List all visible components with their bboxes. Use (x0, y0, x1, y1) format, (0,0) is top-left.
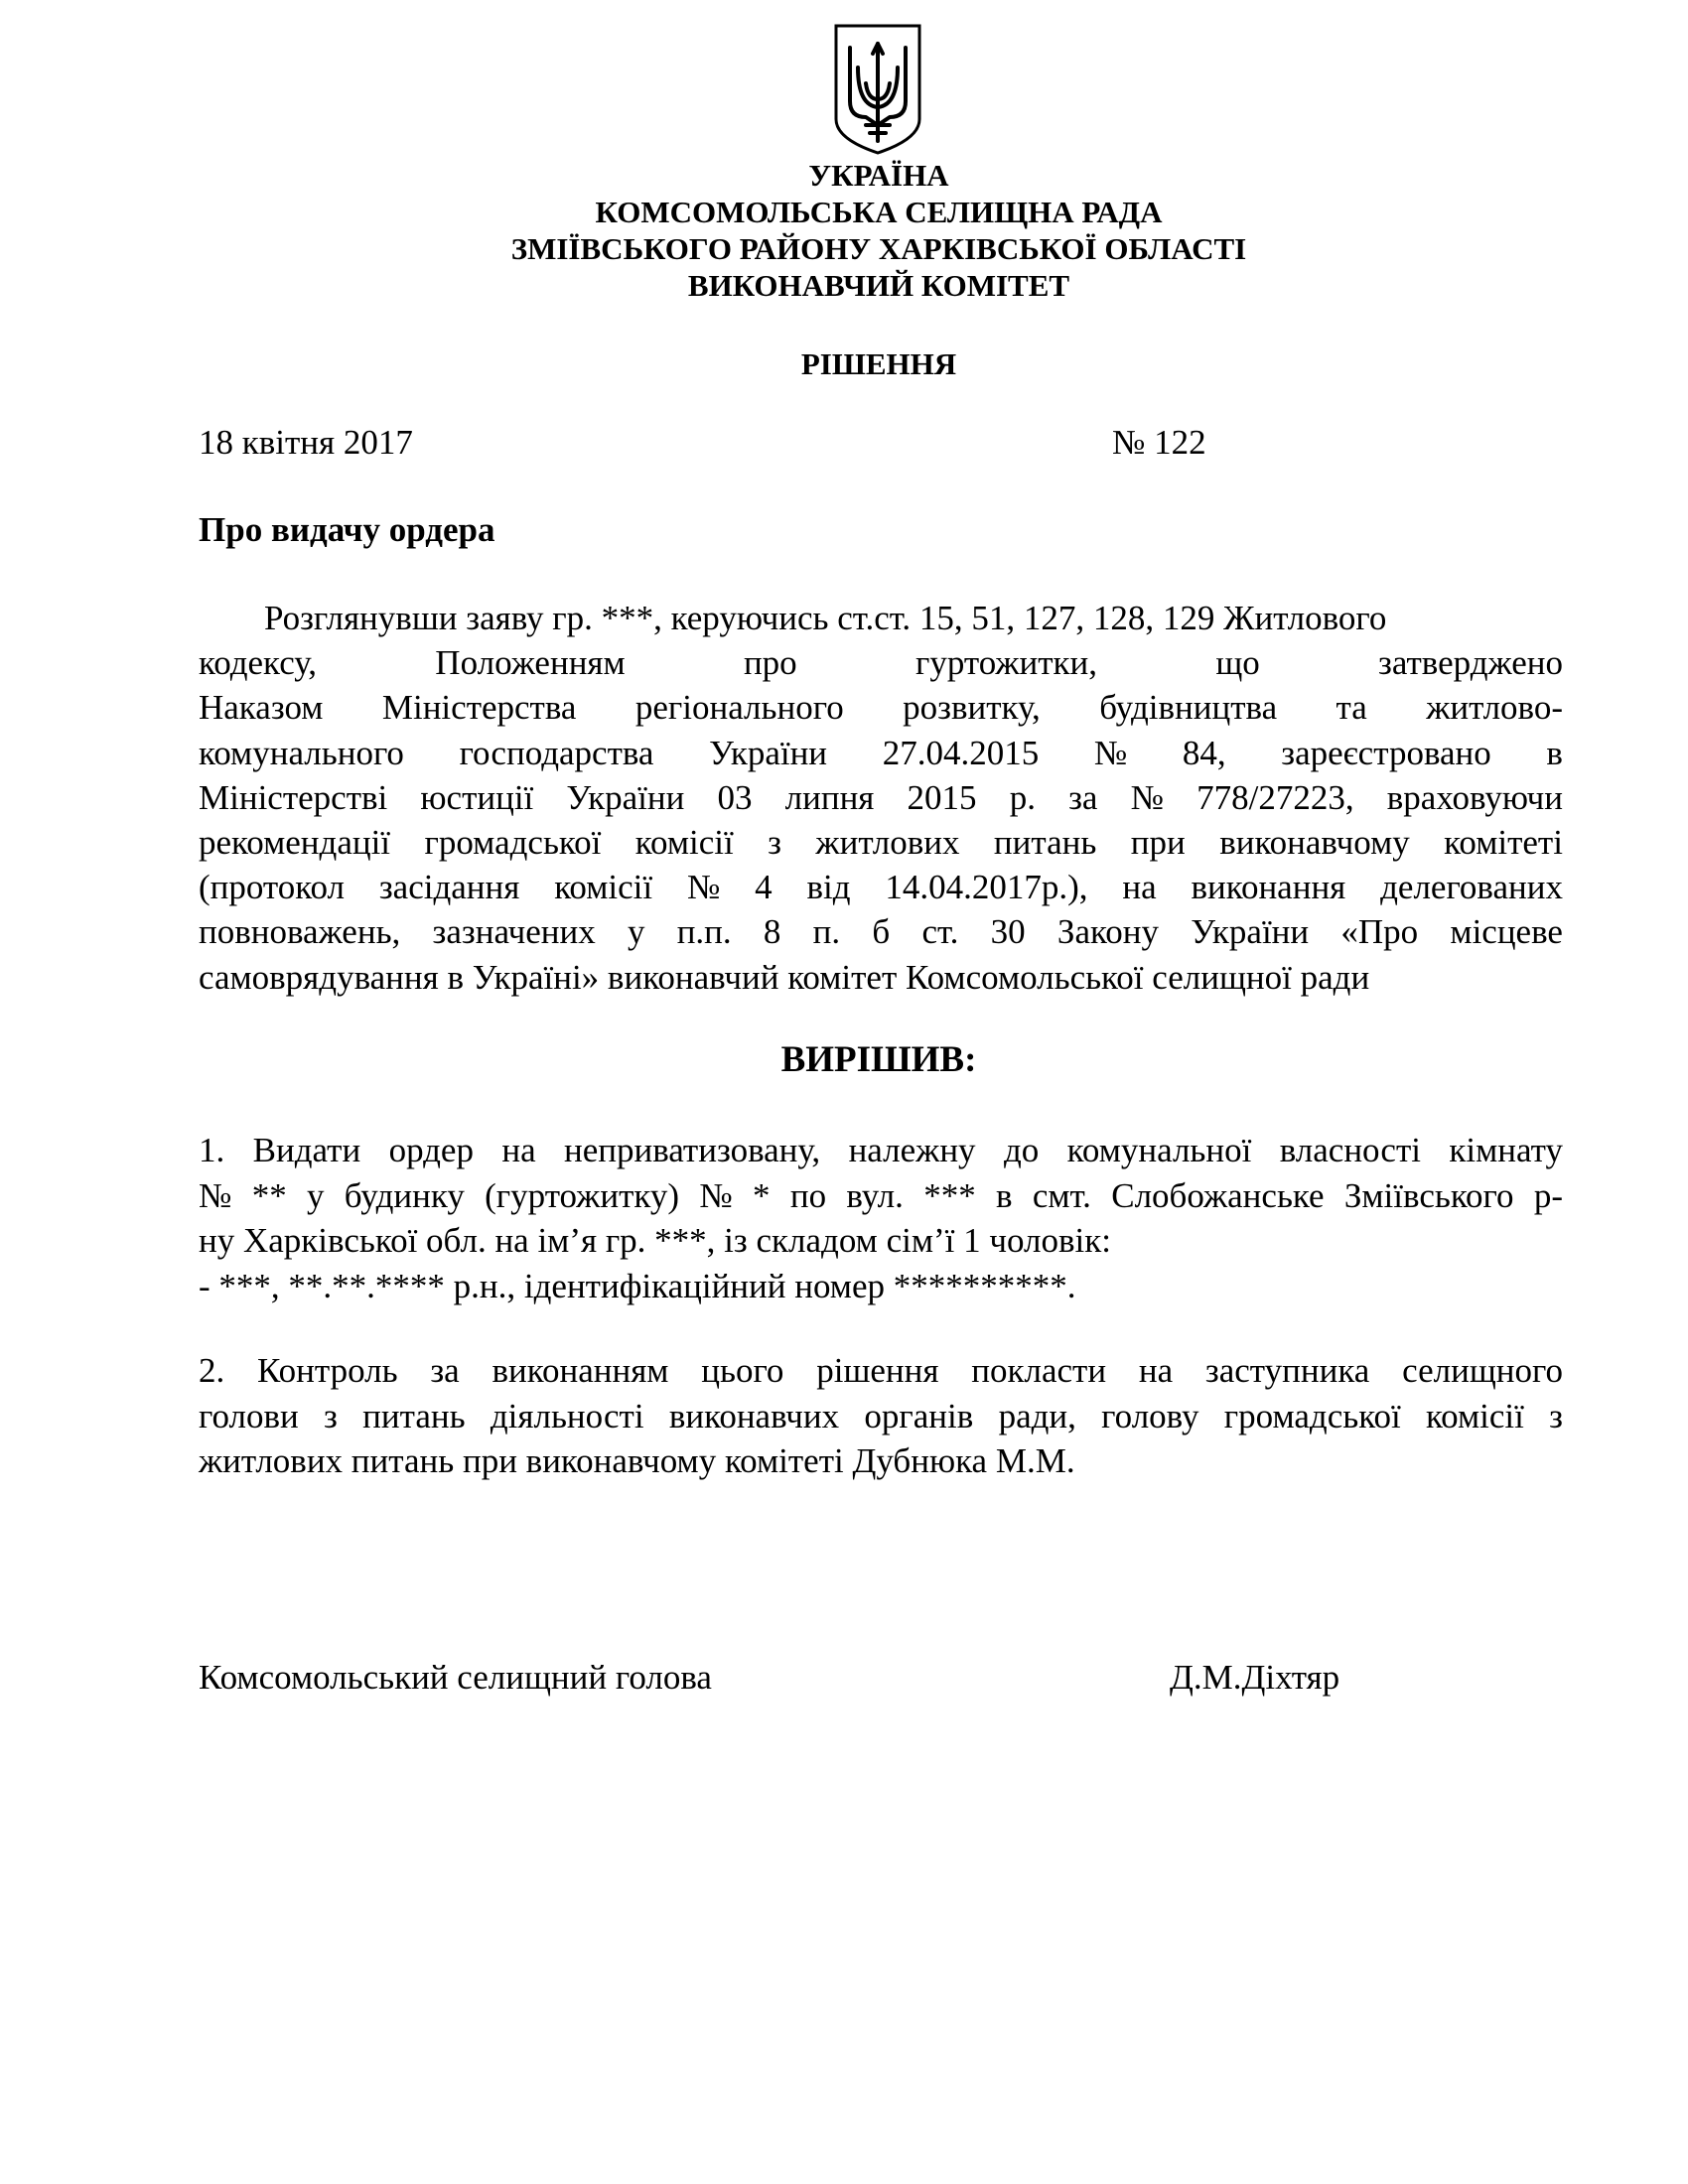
word: про (743, 643, 797, 683)
item1-line: ну Харківської обл. на ім’я гр. ***, із складом сім’ї 1 чоловік: (199, 1221, 1111, 1260)
word: № (699, 1175, 733, 1215)
word: Положенням (435, 643, 626, 683)
word: липня (784, 777, 875, 817)
word: органів (864, 1396, 974, 1435)
item1-line: - ***, **.**.**** р.н., ідентифікаційний номер **********. (199, 1266, 1076, 1305)
word: з (1549, 1396, 1563, 1435)
word: Міністерства (381, 688, 577, 728)
word: комунального (199, 733, 404, 772)
word: житлових (815, 823, 960, 863)
word: кодексу, (199, 643, 318, 683)
preamble-line (199, 865, 1563, 909)
word: 4 (755, 868, 773, 907)
word: громадської (1223, 1396, 1401, 1435)
word: будинку (344, 1175, 465, 1215)
word: у (307, 1175, 325, 1215)
word: 84, (1182, 733, 1226, 772)
document-date: 18 квітня 2017 (199, 423, 413, 462)
word: неприватизовану, (564, 1131, 821, 1169)
word: місцеве (1450, 912, 1563, 952)
word: Контроль (257, 1351, 398, 1390)
word: покласти (971, 1351, 1107, 1390)
word: виконавчих (668, 1396, 840, 1435)
document-number: № 122 (1112, 423, 1206, 462)
word: за (1068, 777, 1098, 817)
word: 1. (199, 1131, 225, 1169)
word: 30 (990, 912, 1026, 952)
word: п. (812, 912, 841, 952)
word: Закону (1056, 912, 1159, 952)
word: до (1003, 1131, 1040, 1169)
word: (гуртожитку) (485, 1175, 680, 1215)
word: в (1546, 733, 1563, 772)
word: цього (701, 1351, 784, 1390)
word: у (627, 912, 645, 952)
word: *** (923, 1175, 976, 1215)
word: ордер (388, 1131, 474, 1169)
word: житлово- (1426, 688, 1563, 728)
word: 2. (199, 1351, 225, 1390)
word: заступника (1204, 1351, 1370, 1390)
word: на (501, 1131, 536, 1169)
word: затверджено (1378, 643, 1563, 683)
word: ради, (998, 1396, 1076, 1435)
word: від (806, 868, 851, 907)
word: розвитку, (903, 688, 1041, 728)
preamble-line (199, 775, 1563, 820)
word: селищного (1402, 1351, 1563, 1390)
word: на (1122, 868, 1157, 907)
word: зазначених (432, 912, 596, 952)
preamble-line: самоврядування в Україні» виконавчий комітет Комсомольської селищної ради (199, 957, 1370, 997)
header-district: ЗМІЇВСЬКОГО РАЙОНУ ХАРКІВСЬКОЇ ОБЛАСТІ (510, 231, 1247, 266)
word: 27.04.2015 (882, 733, 1040, 772)
header-committee: ВИКОНАВЧИЙ КОМІТЕТ (687, 268, 1070, 303)
word: кімнату (1449, 1131, 1563, 1169)
word: голови (199, 1396, 299, 1435)
word: р. (1009, 777, 1036, 817)
word: виконавчому (1219, 823, 1410, 863)
word: смт. (1032, 1175, 1091, 1215)
word: (протокол (199, 868, 345, 907)
word: України (709, 733, 828, 772)
word: зареєстровано (1281, 733, 1491, 772)
word: регіонального (634, 688, 844, 728)
word: та (1336, 688, 1367, 728)
word: «Про (1340, 912, 1419, 952)
signatory-name: Д.М.Діхтяр (1170, 1658, 1340, 1697)
issuer-header (0, 157, 1688, 304)
word: ст. (921, 912, 959, 952)
preamble-line (199, 909, 1563, 954)
word: 14.04.2017р.), (885, 868, 1088, 907)
word: 2015 (907, 777, 977, 817)
word: б (872, 912, 891, 952)
item2-line (199, 1348, 1563, 1394)
word: Видати (252, 1131, 361, 1169)
word: на (1138, 1351, 1174, 1390)
preamble-line (199, 731, 1563, 775)
word: що (1215, 643, 1260, 683)
word: комісії (634, 823, 734, 863)
word: з (768, 823, 781, 863)
word: України (1191, 912, 1310, 952)
header-council: КОМСОМОЛЬСЬКА СЕЛИЩНА РАДА (595, 195, 1163, 229)
word: 778/27223, (1196, 777, 1354, 817)
item2-line: житлових питань при виконавчому комітеті Дубнюка М.М. (199, 1441, 1075, 1480)
word: рішення (816, 1351, 939, 1390)
word: при (1130, 823, 1186, 863)
word: комісії (1425, 1396, 1524, 1435)
preamble-paragraph (199, 596, 1563, 1000)
preamble-line (199, 640, 1563, 685)
signatory-title: Комсомольський селищний голова (199, 1658, 712, 1697)
word: п.п. (676, 912, 732, 952)
word: Міністерстві (199, 777, 388, 817)
word: № (686, 868, 721, 907)
word: комітеті (1444, 823, 1563, 863)
word: з (324, 1396, 338, 1435)
word: діяльності (490, 1396, 644, 1435)
word: голову (1101, 1396, 1199, 1435)
word: № (1130, 777, 1164, 817)
preamble-line (199, 685, 1563, 730)
item2-line (199, 1394, 1563, 1439)
word: Наказом (199, 688, 324, 728)
word: № (199, 1175, 232, 1215)
word: повноважень, (199, 912, 401, 952)
word: господарства (459, 733, 654, 772)
preamble-line (199, 596, 1563, 640)
word: виконанням (492, 1351, 669, 1390)
word: ** (251, 1175, 287, 1215)
word: питань (362, 1396, 466, 1435)
trident-coat-of-arms-icon (832, 22, 923, 157)
word: 03 (717, 777, 753, 817)
header-country: УКРАЇНА (808, 158, 949, 193)
word: вул. (846, 1175, 904, 1215)
word: юстиції (420, 777, 534, 817)
word: належну (848, 1131, 976, 1169)
word: гуртожитки, (914, 643, 1098, 683)
word: враховуючи (1386, 777, 1563, 817)
word: в (995, 1175, 1013, 1215)
word: Слобожанське (1111, 1175, 1325, 1215)
word: Зміївського (1343, 1175, 1514, 1215)
word: 8 (763, 912, 781, 952)
item1-line (199, 1173, 1563, 1219)
word: № (1093, 733, 1128, 772)
word: власності (1279, 1131, 1421, 1169)
decision-heading: ВИРІШИВ: (780, 1039, 977, 1080)
word: за (430, 1351, 460, 1390)
word: по (789, 1175, 827, 1215)
word: будівництва (1099, 688, 1278, 728)
word: України (566, 777, 685, 817)
word: виконання (1191, 868, 1346, 907)
word: питань (993, 823, 1097, 863)
word: комісії (554, 868, 653, 907)
word: делегованих (1380, 868, 1563, 907)
word: засідання (378, 868, 520, 907)
document-subject: Про видачу ордера (199, 510, 495, 549)
document-type-title: РІШЕННЯ (800, 346, 957, 381)
word: р- (1533, 1175, 1563, 1215)
word: рекомендації (199, 823, 391, 863)
word: * (753, 1175, 771, 1215)
preamble-line (199, 820, 1563, 865)
preamble-line-text: Розглянувши заяву гр. ***, керуючись ст.ст. 15, 51, 127, 128, 129 Житлового (264, 599, 1387, 637)
word: комунальної (1066, 1131, 1252, 1169)
decision-item-1 (199, 1128, 1563, 1308)
decision-item-2 (199, 1348, 1563, 1484)
word: громадської (424, 823, 602, 863)
item1-line (199, 1128, 1563, 1173)
